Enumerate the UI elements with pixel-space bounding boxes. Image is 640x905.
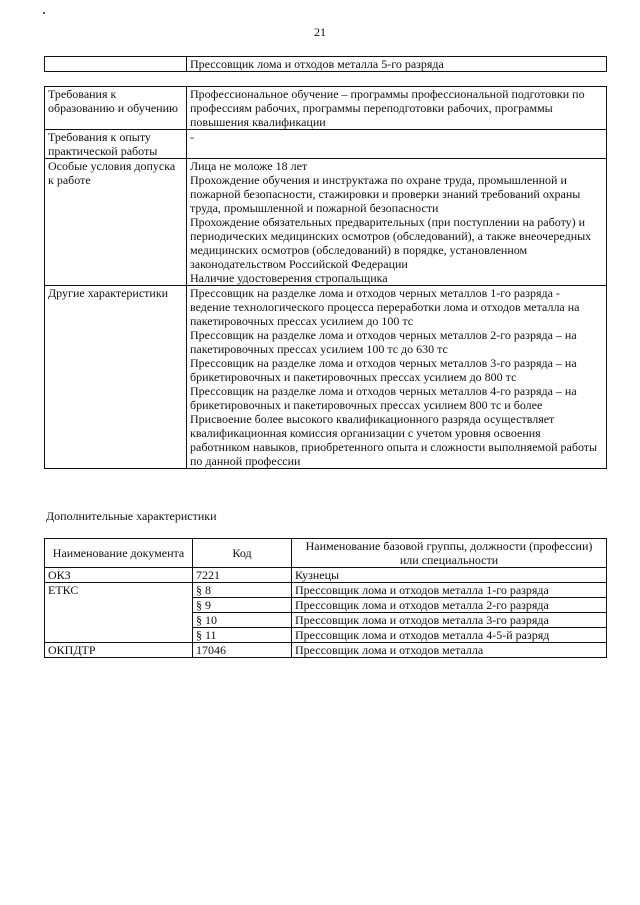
code-cell: § 11 [193,628,292,643]
name-cell: Прессовщик лома и отходов металла 3-го разряда [292,613,607,628]
requirement-text: Прессовщик на разделке лома и отходов черных металлов 1-го разряда - ведение технологического процесса переработки лома и отходов металла на пакетировочных прессах усилием до 100 тс [190,286,580,328]
name-cell: Прессовщик лома и отходов металла 4-5-й разряд [292,628,607,643]
column-header-document: Наименование документа [45,539,193,568]
requirement-row-admission [45,159,607,286]
requirement-text: - [190,130,194,144]
requirement-row-education [45,87,607,130]
requirement-text: Присвоение более высокого квалификационного разряда осуществляет квалификационная комиссия организации с учетом уровня освоения работником навыков, приобретенного опыта и сложности выполняемой работы по данной профессии [190,412,598,468]
requirement-value [187,159,607,286]
requirement-text: Прохождение обучения и инструктажа по охране труда, промышленной и пожарной безопасности, стажировки и проверки знаний требований охраны труда, промышленной и пожарной безопасности [190,173,581,215]
requirement-row-other [45,286,607,469]
name-cell: Прессовщик лома и отходов металла 1-го разряда [292,583,607,598]
title-blank-cell [45,57,187,72]
requirement-value [187,130,607,159]
requirements-table [44,86,607,469]
requirement-label: Требования к образованию и обучению [45,87,187,130]
doc-cell [45,628,193,643]
doc-cell: ОКЗ [45,568,193,583]
table-row [45,628,607,643]
requirement-label: Другие характеристики [45,286,187,469]
requirement-text: Лица не моложе 18 лет [190,159,308,173]
requirement-text: Прессовщик на разделке лома и отходов черных металлов 2-го разряда – на пакетировочных прессах усилием 100 тс до 630 тс [190,328,577,356]
requirement-label: Требования к опыту практической работы [45,130,187,159]
code-cell: § 9 [193,598,292,613]
header-row [45,539,607,568]
requirement-value [187,87,607,130]
column-header-name: Наименование базовой группы, должности (профессии) или специальности [292,539,607,568]
requirement-text: Наличие удостоверения стропальщика [190,271,388,285]
table-row [45,613,607,628]
name-cell: Кузнецы [292,568,607,583]
profession-title: Прессовщик лома и отходов металла 5-го разряда [187,57,607,72]
name-cell: Прессовщик лома и отходов металла 2-го разряда [292,598,607,613]
requirement-text: Профессиональное обучение – программы профессиональной подготовки по профессиям рабочих, программы переподготовки рабочих, программы повышения квалификации [190,87,585,129]
requirement-label: Особые условия допуска к работе [45,159,187,286]
code-cell: 7221 [193,568,292,583]
requirement-text: Прессовщик на разделке лома и отходов черных металлов 3-го разряда – на брикетировочных и пакетировочных прессах усилием до 800 тс [190,356,577,384]
table-row [45,598,607,613]
code-cell: § 8 [193,583,292,598]
additional-table [44,538,607,658]
requirement-value [187,286,607,469]
requirement-text: Прохождение обязательных предварительных (при поступлении на работу) и периодических медицинских осмотров (обследований), а также внеочередных медицинских осмотров (обследований) в порядке, установленном законодательством Российской Федерации [190,215,592,271]
additional-heading: Дополнительные характеристики [46,509,217,523]
page-number: 21 [314,25,326,39]
table-row [45,583,607,598]
scan-speck [43,12,45,14]
doc-cell [45,613,193,628]
doc-cell [45,598,193,613]
table-row [45,568,607,583]
title-row [45,57,607,72]
table-row [45,643,607,658]
doc-cell: ОКПДТР [45,643,193,658]
code-cell: § 10 [193,613,292,628]
code-cell: 17046 [193,643,292,658]
doc-cell: ЕТКС [45,583,193,598]
requirement-row-experience [45,130,607,159]
name-cell: Прессовщик лома и отходов металла [292,643,607,658]
column-header-code: Код [193,539,292,568]
title-table [44,56,607,72]
requirement-text: Прессовщик на разделке лома и отходов черных металлов 4-го разряда – на брикетировочных и пакетировочных прессах усилием 800 тс и более [190,384,577,412]
